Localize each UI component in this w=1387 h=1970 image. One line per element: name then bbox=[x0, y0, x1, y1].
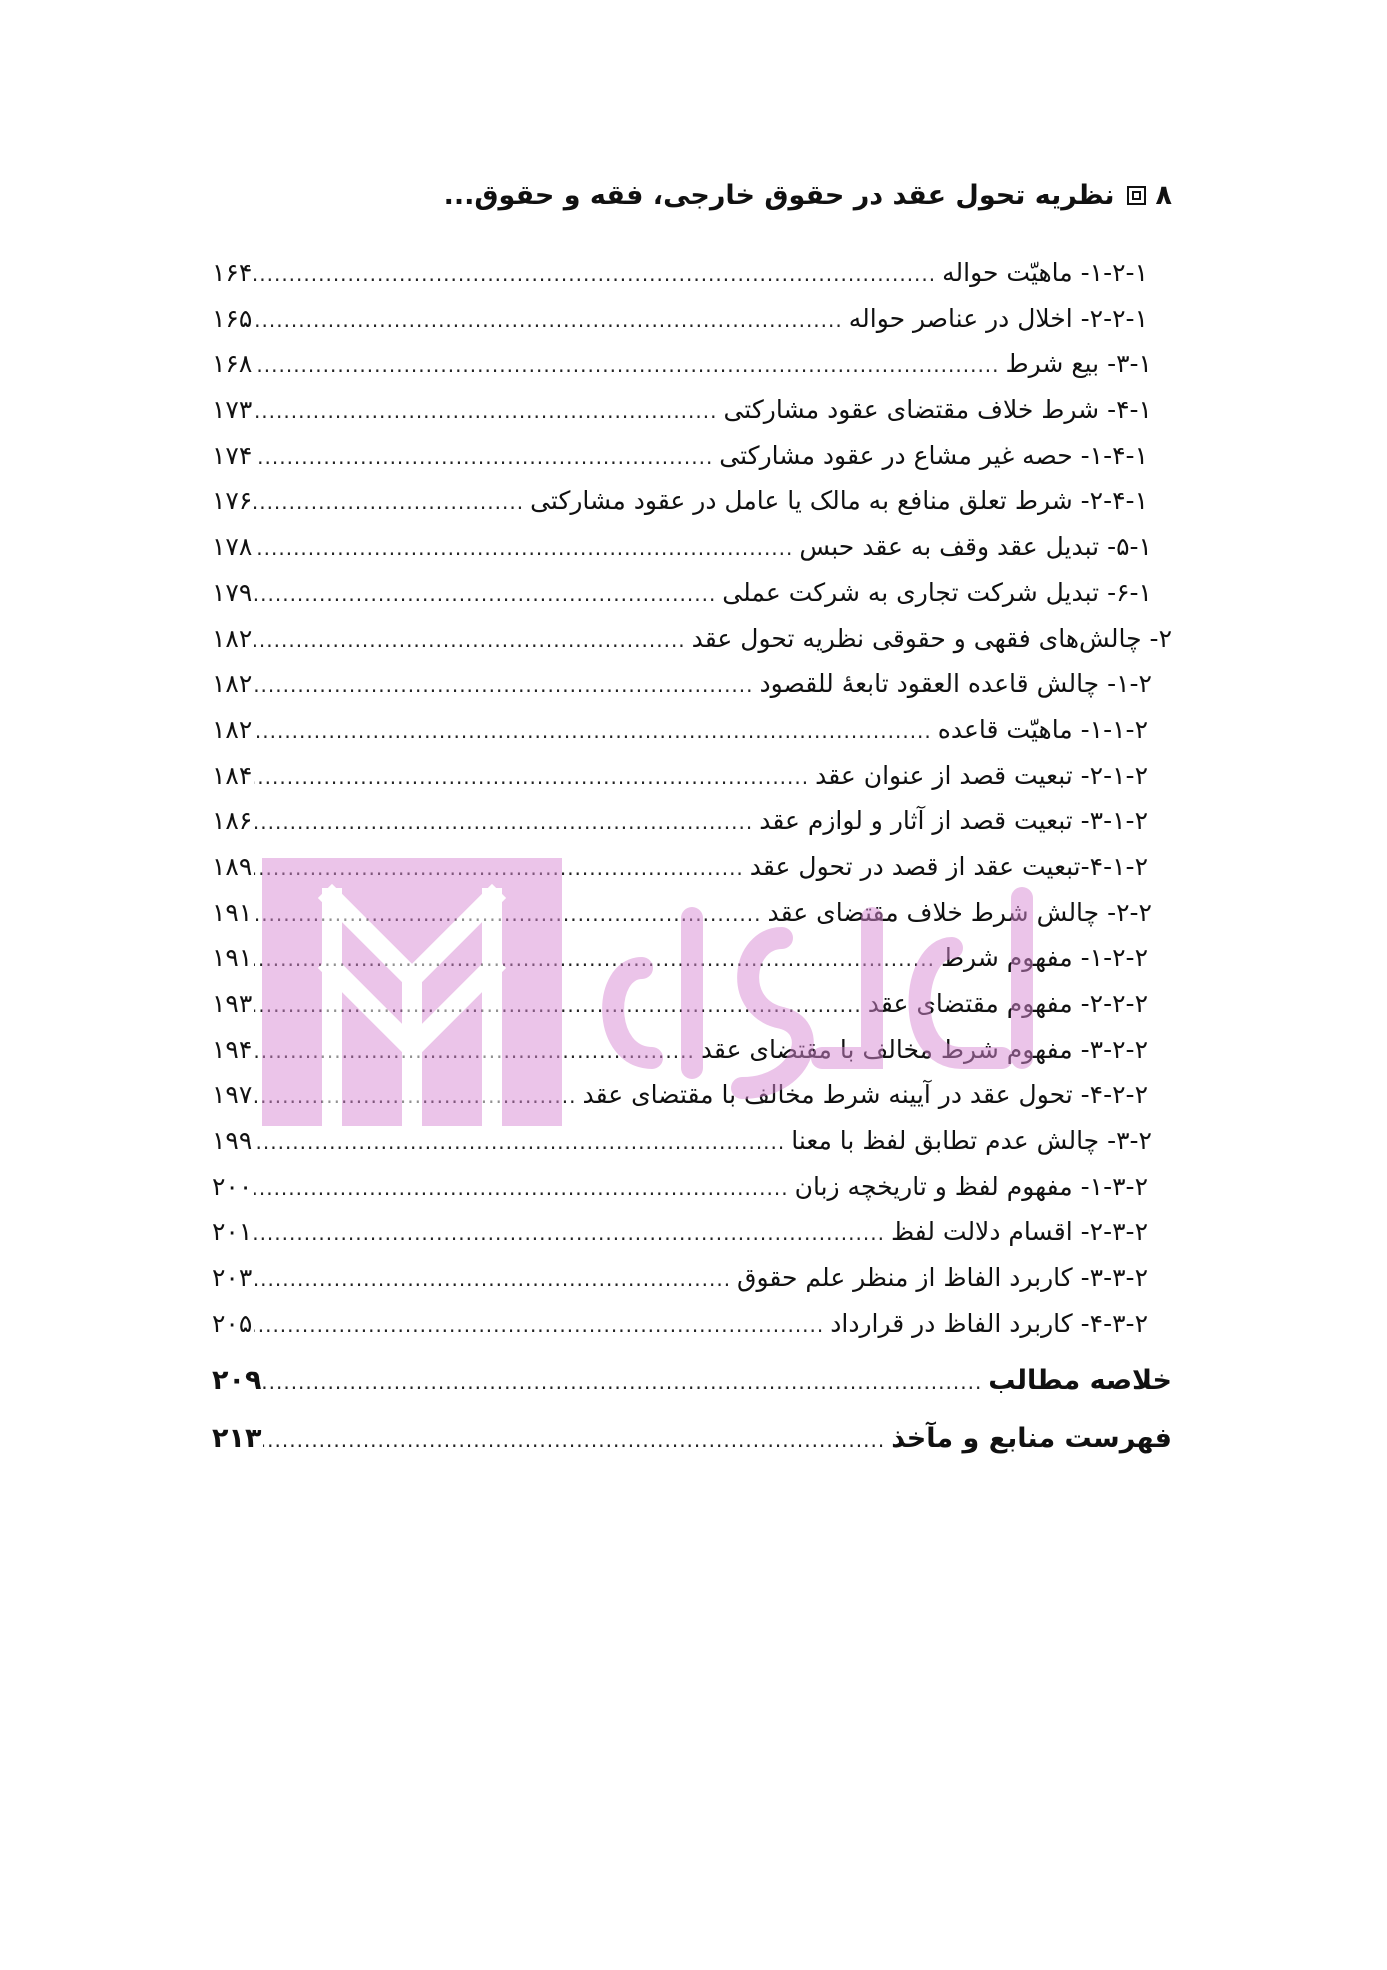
toc-leader-dots bbox=[254, 1313, 824, 1337]
toc-entry-title: فهرست منابع و مآخذ bbox=[891, 1422, 1172, 1454]
toc-entry-page: ۱۶۸ bbox=[212, 349, 253, 379]
toc-entry-title: ۱-۱-۲- ماهیّت قاعده bbox=[937, 714, 1148, 744]
toc-entry-title: ۳-۲- چالش عدم تطابق لفظ با معنا bbox=[791, 1126, 1152, 1156]
toc-entry-page: ۱۹۱ bbox=[212, 897, 253, 927]
toc-entry bbox=[212, 1309, 1172, 1355]
toc-entry bbox=[212, 624, 1172, 670]
toc-entry bbox=[212, 395, 1172, 441]
toc-entry bbox=[212, 715, 1172, 761]
toc-entry-title: ۱-۲-۲- مفهوم شرط bbox=[940, 943, 1148, 973]
toc-entry-page: ۲۰۵ bbox=[212, 1308, 253, 1338]
square-ornament-icon bbox=[1127, 186, 1146, 205]
toc-entry bbox=[212, 1217, 1172, 1263]
toc-entry bbox=[212, 486, 1172, 532]
toc-entry-page: ۱۶۴ bbox=[212, 258, 253, 287]
toc-entry-page: ۲۱۳ bbox=[212, 1422, 262, 1454]
toc-entry bbox=[212, 1263, 1172, 1309]
toc-entry bbox=[212, 669, 1172, 715]
running-header bbox=[212, 180, 1172, 211]
toc-leader-dots bbox=[254, 628, 685, 652]
toc-entry-page: ۱۷۹ bbox=[212, 577, 253, 607]
toc-entry-title: ۳-۲-۲- مفهوم شرط مخالف با مقتضای عقد bbox=[700, 1034, 1148, 1064]
toc-entry-page: ۱۸۲ bbox=[212, 623, 253, 653]
toc-entry-title: ۲-۱-۲- تبعیت قصد از عنوان عقد bbox=[815, 760, 1148, 790]
toc-entry-page: ۱۸۴ bbox=[212, 760, 253, 790]
toc-entry-page: ۱۸۲ bbox=[212, 714, 253, 744]
toc-entry-page: ۱۸۹ bbox=[212, 851, 253, 881]
toc-entry-title: ۱-۲-۱- ماهیّت حواله bbox=[942, 258, 1148, 287]
toc-entry bbox=[212, 898, 1172, 944]
toc-entry-page: ۲۰۹ bbox=[212, 1364, 262, 1396]
toc-leader-dots bbox=[254, 582, 716, 606]
toc-entry bbox=[212, 578, 1172, 624]
toc-entry-page: ۱۹۹ bbox=[212, 1126, 253, 1156]
toc-entry-page: ۲۰۳ bbox=[212, 1263, 253, 1293]
toc-entry-title: ۴-۲-۲- تحول عقد در آیینه شرط مخالف با مقتضای عقد bbox=[582, 1080, 1148, 1110]
toc-entry-title: ۱-۳-۲- مفهوم لفظ و تاریخچه زبان bbox=[794, 1171, 1148, 1201]
toc-entry-title: ۳-۱- بیع شرط bbox=[1005, 349, 1152, 379]
toc-leader-dots bbox=[254, 1039, 695, 1063]
toc-main-entry bbox=[212, 1365, 1172, 1413]
toc-main-entry bbox=[212, 1423, 1172, 1471]
toc-leader-dots bbox=[254, 308, 842, 332]
toc-entry-title: ۱-۴-۱- حصه غیر مشاع در عقود مشارکتی bbox=[719, 440, 1148, 470]
toc-entry-title: ۲-۲-۲- مفهوم مقتضای عقد bbox=[867, 989, 1148, 1018]
toc-leader-dots bbox=[254, 490, 524, 514]
toc-entry bbox=[212, 852, 1172, 898]
toc-entry-title: ۲-۳-۲- اقسام دلالت لفظ bbox=[890, 1217, 1148, 1247]
toc-leader-dots bbox=[254, 1130, 785, 1154]
toc-entry-page: ۱۹۴ bbox=[212, 1034, 253, 1064]
toc-entry bbox=[212, 1035, 1172, 1081]
toc-entry bbox=[212, 349, 1172, 395]
toc-entry bbox=[212, 532, 1172, 578]
table-of-contents bbox=[212, 258, 1172, 1471]
toc-leader-dots bbox=[254, 719, 931, 743]
running-header-title: نظریه تحول عقد در حقوق خارجی، فقه و حقوق... bbox=[443, 180, 1115, 211]
toc-entry-title: ۵-۱- تبدیل عقد وقف به عقد حبس bbox=[799, 532, 1152, 562]
toc-leader-dots bbox=[254, 353, 999, 377]
toc-entry-page: ۱۷۶ bbox=[212, 486, 253, 516]
toc-leader-dots bbox=[254, 993, 861, 1017]
toc-leader-dots bbox=[254, 1221, 885, 1245]
toc-entry-page: ۱۷۴ bbox=[212, 440, 253, 470]
toc-leader-dots bbox=[254, 947, 935, 971]
toc-entry-page: ۲۰۰ bbox=[212, 1171, 253, 1201]
toc-entry bbox=[212, 441, 1172, 487]
toc-entry-page: ۱۸۲ bbox=[212, 669, 253, 699]
page-number: ۸ bbox=[1155, 180, 1172, 211]
toc-entry-title: خلاصه مطالب bbox=[988, 1364, 1172, 1396]
toc-leader-dots bbox=[254, 536, 793, 560]
toc-leader-dots bbox=[263, 1428, 885, 1452]
toc-entry-title: ۲-۲-۱- اخلال در عناصر حواله bbox=[848, 303, 1148, 333]
toc-leader-dots bbox=[254, 445, 713, 469]
toc-leader-dots bbox=[263, 1370, 982, 1394]
toc-entry bbox=[212, 1172, 1172, 1218]
toc-entry bbox=[212, 1080, 1172, 1126]
toc-leader-dots bbox=[254, 902, 761, 926]
toc-entry bbox=[212, 258, 1172, 304]
toc-entry-title: ۶-۱- تبدیل شرکت تجاری به شرکت عملی bbox=[722, 577, 1152, 607]
toc-entry-page: ۱۷۳ bbox=[212, 395, 253, 425]
toc-leader-dots bbox=[254, 1176, 788, 1200]
toc-leader-dots bbox=[254, 1267, 731, 1291]
toc-entry-title: ۴-۳-۲- کاربرد الفاظ در قرارداد bbox=[830, 1308, 1148, 1338]
toc-entry bbox=[212, 1126, 1172, 1172]
toc-entry bbox=[212, 761, 1172, 807]
toc-entry-page: ۱۹۷ bbox=[212, 1080, 253, 1110]
toc-entry-page: ۲۰۱ bbox=[212, 1217, 253, 1247]
toc-entry-page: ۱۹۱ bbox=[212, 943, 253, 973]
toc-entry bbox=[212, 304, 1172, 350]
toc-entry bbox=[212, 806, 1172, 852]
toc-entry-page: ۱۷۸ bbox=[212, 532, 253, 562]
toc-entry-title: ۲- چالش‌های فقهی و حقوقی نظریه تحول عقد bbox=[691, 623, 1172, 653]
toc-entry-page: ۱۶۵ bbox=[212, 303, 253, 333]
toc-entry bbox=[212, 943, 1172, 989]
toc-entry-title: ۳-۱-۲- تبعیت قصد از آثار و لوازم عقد bbox=[759, 806, 1148, 836]
toc-leader-dots bbox=[254, 765, 809, 789]
toc-entry-title: ۲-۴-۱- شرط تعلق منافع به مالک یا عامل در عقود مشارکتی bbox=[530, 486, 1148, 516]
toc-entry bbox=[212, 989, 1172, 1035]
toc-entry-title: ۳-۳-۲- کاربرد الفاظ از منظر علم حقوق bbox=[737, 1263, 1148, 1293]
toc-leader-dots bbox=[254, 262, 936, 286]
toc-entry-page: ۱۹۳ bbox=[212, 989, 253, 1018]
toc-leader-dots bbox=[254, 399, 717, 423]
toc-leader-dots bbox=[254, 810, 753, 834]
toc-entry-page: ۱۸۶ bbox=[212, 806, 253, 836]
toc-entry-title: ۲-۲- چالش شرط خلاف مقتضای عقد bbox=[767, 897, 1152, 927]
toc-entry-title: ۴-۱-۲-تبعیت عقد از قصد در تحول عقد bbox=[749, 851, 1148, 881]
toc-entry-title: ۱-۲- چالش قاعده العقود تابعهٔ للقصود bbox=[759, 669, 1152, 699]
toc-leader-dots bbox=[254, 856, 743, 880]
toc-leader-dots bbox=[254, 1084, 576, 1108]
toc-entry-title: ۴-۱- شرط خلاف مقتضای عقود مشارکتی bbox=[723, 395, 1152, 425]
toc-leader-dots bbox=[254, 673, 753, 697]
